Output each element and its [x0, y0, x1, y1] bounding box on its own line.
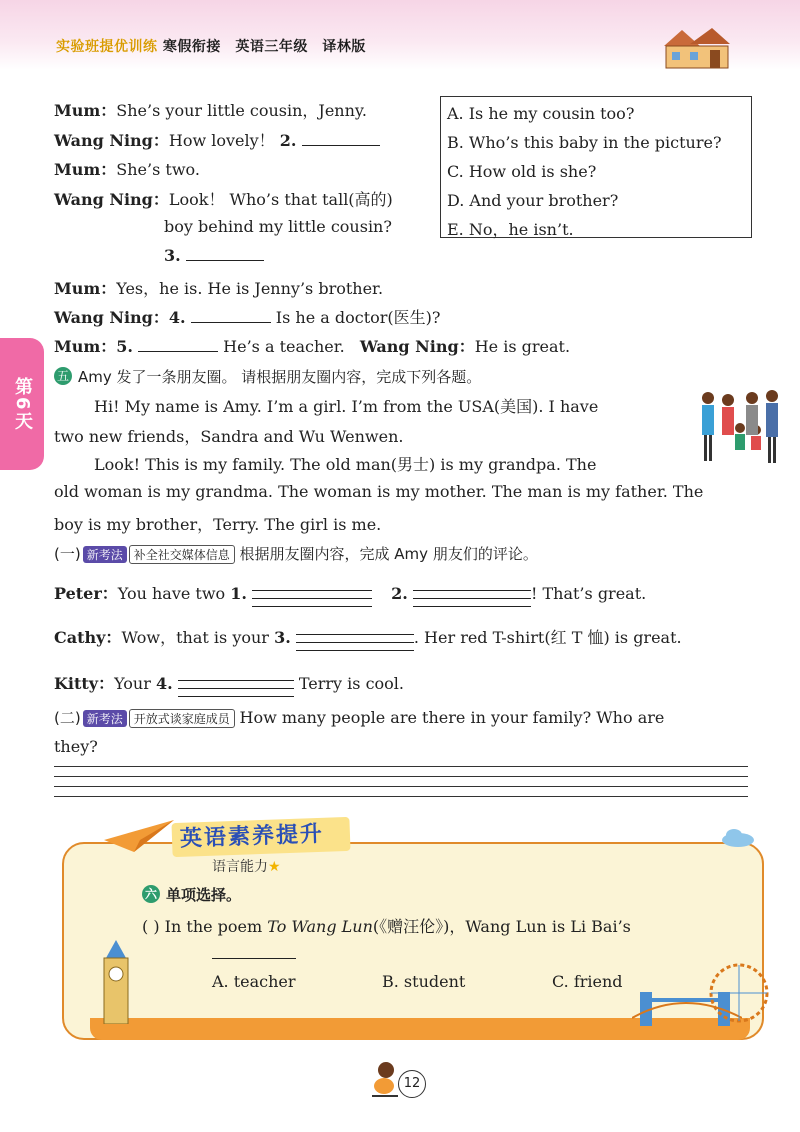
answer-paren[interactable]: ( )	[142, 917, 160, 936]
dialogue-line-3: Mum：She’s two.	[54, 160, 200, 179]
banner-subtitle: 语言能力★	[212, 859, 281, 875]
answer-blank-p4[interactable]	[178, 673, 294, 697]
day-tab: 第6天	[0, 338, 44, 470]
banner-title: 英语素养提升	[171, 817, 350, 857]
header-brand: 实验班提优训练	[56, 39, 158, 55]
dialogue-line-8: Wang Ning：4. Is he a doctor(医生)?	[54, 308, 441, 327]
answer-blank-p2[interactable]	[413, 583, 531, 607]
question-blank[interactable]	[212, 958, 296, 959]
section-5-heading: 五 Amy 发了一条朋友圈。 请根据朋友圈内容，完成下列各题。	[54, 366, 481, 387]
post-para-1a: Hi! My name is Amy. I’m a girl. I’m from the USA(美国). I have	[94, 397, 599, 416]
option-d: D. And your brother?	[447, 191, 619, 210]
question-line: ( ) In the poem To Wang Lun(《赠汪伦》)，Wang Lun is Li Bai’s	[142, 917, 631, 936]
task-type-tag: 补全社交媒体信息	[129, 545, 235, 564]
dialogue-line-7: Mum：Yes，he is. He is Jenny’s brother.	[54, 279, 384, 298]
section-6-number: 六	[142, 885, 160, 903]
header-subtitle: 寒假衔接 英语三年级 译林版	[162, 39, 366, 55]
dialogue-line-9: Mum：5. He’s a teacher. Wang Ning：He is great.	[54, 337, 571, 356]
section-6-heading: 六 单项选择。	[142, 884, 241, 905]
post-para-2c: boy is my brother，Terry. The girl is me.	[54, 515, 382, 534]
writing-line[interactable]	[54, 776, 748, 777]
cathy-comment: Cathy：Wow，that is your 3. . Her red T-shirt(红 T 恤) is great.	[54, 625, 682, 651]
option-b: B. Who’s this baby in the picture?	[447, 133, 722, 152]
answer-blank-3[interactable]	[186, 246, 264, 261]
dialogue-line-5: boy behind my little cousin?	[164, 217, 392, 236]
dialogue-line-1: Mum：She’s your little cousin，Jenny.	[54, 101, 367, 120]
new-method-tag: 新考法	[83, 546, 127, 563]
answer-blank-4[interactable]	[191, 308, 271, 323]
choice-b[interactable]: B. student	[382, 972, 466, 991]
dialogue-line-2: Wang Ning：How lovely！ 2.	[54, 128, 380, 151]
new-method-tag: 新考法	[83, 710, 127, 727]
choice-c[interactable]: C. friend	[552, 972, 623, 991]
paper-plane-icon	[104, 816, 174, 856]
kitty-comment: Kitty：Your 4. Terry is cool.	[54, 671, 404, 697]
mascot-icon	[368, 1060, 402, 1100]
post-para-2a: Look! This is my family. The old man(男士) is my grandpa. The	[94, 455, 597, 474]
ferris-wheel-icon	[708, 962, 770, 1024]
peter-comment: Peter：You have two 1. 2. ! That’s great.	[54, 581, 646, 607]
post-para-1b: two new friends，Sandra and Wu Wenwen.	[54, 427, 404, 446]
clock-tower-icon	[96, 940, 136, 1024]
writing-line[interactable]	[54, 786, 748, 787]
dialogue-line-6: 3.	[164, 246, 264, 265]
writing-line[interactable]	[54, 796, 748, 797]
answer-blank-p1[interactable]	[252, 583, 372, 607]
family-illustration	[694, 388, 788, 468]
star-icon: ★	[268, 859, 281, 875]
dialogue-line-4: Wang Ning：Look！ Who’s that tall(高的)	[54, 190, 393, 209]
cloud-icon	[720, 826, 756, 848]
post-para-2b: old woman is my grandma. The woman is my mother. The man is my father. The	[54, 482, 704, 501]
choice-a[interactable]: A. teacher	[212, 972, 296, 991]
writing-line[interactable]	[54, 766, 748, 767]
section-5-number: 五	[54, 367, 72, 385]
options-box	[440, 96, 752, 238]
part-2-question-cont: they?	[54, 737, 98, 756]
part-1-heading: (一) 新考法 补全社交媒体信息 根据朋友圈内容，完成 Amy 朋友们的评论。	[54, 545, 538, 563]
part-2-heading: (二) 新考法 开放式谈家庭成员 How many people are there in your family? Who are	[54, 708, 665, 727]
option-e: E. No，he isn’t.	[447, 220, 574, 239]
page-number: 12	[398, 1070, 426, 1098]
option-c: C. How old is she?	[447, 162, 597, 181]
house-icon	[660, 26, 732, 70]
answer-blank-p3[interactable]	[296, 627, 414, 651]
option-a: A. Is he my cousin too?	[447, 104, 635, 123]
answer-blank-5[interactable]	[138, 337, 218, 352]
task-type-tag: 开放式谈家庭成员	[129, 709, 235, 728]
header-title	[56, 36, 366, 56]
answer-blank-2[interactable]	[302, 131, 380, 146]
